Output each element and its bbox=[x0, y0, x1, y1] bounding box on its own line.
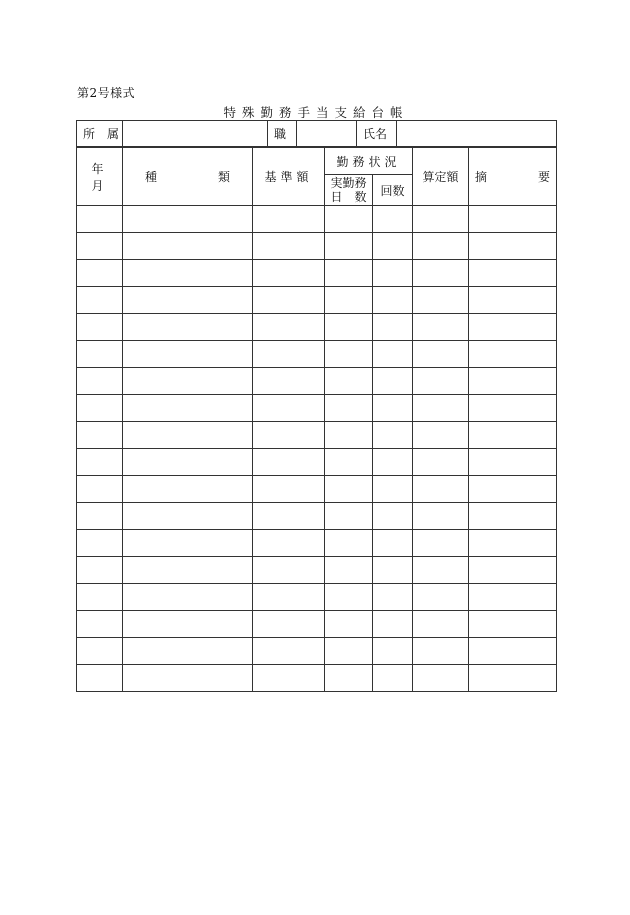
year-month-cell[interactable] bbox=[77, 341, 123, 368]
note-cell[interactable] bbox=[469, 557, 557, 584]
count-cell[interactable] bbox=[373, 476, 413, 503]
work-days-cell[interactable] bbox=[325, 530, 373, 557]
count-cell[interactable] bbox=[373, 368, 413, 395]
base-amount-cell[interactable] bbox=[253, 422, 325, 449]
year-month-cell[interactable] bbox=[77, 422, 123, 449]
ledger-body bbox=[77, 206, 557, 692]
count-cell[interactable] bbox=[373, 287, 413, 314]
work-days-cell[interactable] bbox=[325, 260, 373, 287]
count-cell[interactable] bbox=[373, 449, 413, 476]
calc-amount-cell[interactable] bbox=[413, 206, 469, 233]
year-month-cell[interactable] bbox=[77, 395, 123, 422]
calc-amount-cell[interactable] bbox=[413, 260, 469, 287]
calc-amount-cell[interactable] bbox=[413, 368, 469, 395]
note-cell[interactable] bbox=[469, 206, 557, 233]
count-cell[interactable] bbox=[373, 341, 413, 368]
kind-cell[interactable] bbox=[123, 449, 253, 476]
note-cell[interactable] bbox=[469, 530, 557, 557]
work-days-cell[interactable] bbox=[325, 503, 373, 530]
work-days-cell[interactable] bbox=[325, 341, 373, 368]
note-cell[interactable] bbox=[469, 287, 557, 314]
kind-cell[interactable] bbox=[123, 422, 253, 449]
header-note bbox=[469, 148, 557, 206]
base-amount-cell[interactable] bbox=[253, 476, 325, 503]
header-note-right: 要 bbox=[538, 170, 551, 184]
calc-amount-cell[interactable] bbox=[413, 341, 469, 368]
kind-cell[interactable] bbox=[123, 476, 253, 503]
count-cell[interactable] bbox=[373, 260, 413, 287]
count-cell[interactable] bbox=[373, 314, 413, 341]
form-number: 第2号様式 bbox=[77, 86, 136, 100]
base-amount-cell[interactable] bbox=[253, 260, 325, 287]
base-amount-cell[interactable] bbox=[253, 287, 325, 314]
year-month-cell[interactable] bbox=[77, 314, 123, 341]
year-month-cell[interactable] bbox=[77, 287, 123, 314]
year-month-cell[interactable] bbox=[77, 476, 123, 503]
info-table bbox=[76, 120, 557, 147]
kind-cell[interactable] bbox=[123, 287, 253, 314]
base-amount-cell[interactable] bbox=[253, 233, 325, 260]
calc-amount-cell[interactable] bbox=[413, 557, 469, 584]
calc-amount-cell[interactable] bbox=[413, 233, 469, 260]
kind-cell[interactable] bbox=[123, 368, 253, 395]
year-month-cell[interactable] bbox=[77, 233, 123, 260]
base-amount-cell[interactable] bbox=[253, 503, 325, 530]
year-month-cell[interactable] bbox=[77, 530, 123, 557]
kind-cell[interactable] bbox=[123, 395, 253, 422]
table-row bbox=[77, 368, 557, 395]
year-month-cell[interactable] bbox=[77, 638, 123, 665]
year-month-cell[interactable] bbox=[77, 611, 123, 638]
affiliation-field[interactable] bbox=[123, 121, 268, 147]
header-kind-right: 類 bbox=[217, 170, 230, 184]
note-cell[interactable] bbox=[469, 233, 557, 260]
kind-cell[interactable] bbox=[123, 260, 253, 287]
table-row bbox=[77, 449, 557, 476]
note-cell[interactable] bbox=[469, 449, 557, 476]
position-field[interactable] bbox=[297, 121, 357, 147]
kind-cell[interactable] bbox=[123, 314, 253, 341]
table-row bbox=[77, 665, 557, 692]
calc-amount-cell[interactable] bbox=[413, 665, 469, 692]
year-month-cell[interactable] bbox=[77, 557, 123, 584]
kind-cell[interactable] bbox=[123, 530, 253, 557]
form-title: 特殊勤務手当支給台帳 bbox=[223, 105, 409, 120]
table-row bbox=[77, 395, 557, 422]
base-amount-cell[interactable] bbox=[253, 395, 325, 422]
calc-amount-cell[interactable] bbox=[413, 476, 469, 503]
note-cell[interactable] bbox=[469, 314, 557, 341]
base-amount-cell[interactable] bbox=[253, 341, 325, 368]
note-cell[interactable] bbox=[469, 665, 557, 692]
table-row bbox=[77, 314, 557, 341]
work-days-cell[interactable] bbox=[325, 422, 373, 449]
kind-cell[interactable] bbox=[123, 206, 253, 233]
affiliation-label: 所 属 bbox=[77, 121, 123, 147]
header-work-status: 勤務状況 bbox=[325, 148, 413, 175]
kind-cell[interactable] bbox=[123, 611, 253, 638]
base-amount-cell[interactable] bbox=[253, 665, 325, 692]
kind-cell[interactable] bbox=[123, 665, 253, 692]
table-row bbox=[77, 233, 557, 260]
header-note-left: 摘 bbox=[475, 170, 488, 184]
name-field[interactable] bbox=[397, 121, 557, 147]
note-cell[interactable] bbox=[469, 638, 557, 665]
note-cell[interactable] bbox=[469, 395, 557, 422]
kind-cell[interactable] bbox=[123, 341, 253, 368]
base-amount-cell[interactable] bbox=[253, 557, 325, 584]
work-days-cell[interactable] bbox=[325, 557, 373, 584]
work-days-cell[interactable] bbox=[325, 584, 373, 611]
count-cell[interactable] bbox=[373, 611, 413, 638]
base-amount-cell[interactable] bbox=[253, 206, 325, 233]
year-month-cell[interactable] bbox=[77, 503, 123, 530]
work-days-cell[interactable] bbox=[325, 476, 373, 503]
work-days-cell[interactable] bbox=[325, 368, 373, 395]
note-cell[interactable] bbox=[469, 611, 557, 638]
calc-amount-cell[interactable] bbox=[413, 395, 469, 422]
table-row bbox=[77, 422, 557, 449]
header-kind bbox=[123, 148, 253, 206]
year-month-cell[interactable] bbox=[77, 449, 123, 476]
kind-cell[interactable] bbox=[123, 584, 253, 611]
work-days-cell[interactable] bbox=[325, 395, 373, 422]
header-work-days-line2: 日 数 bbox=[330, 190, 367, 204]
year-month-cell[interactable] bbox=[77, 368, 123, 395]
year-month-cell[interactable] bbox=[77, 206, 123, 233]
calc-amount-cell[interactable] bbox=[413, 611, 469, 638]
table-row bbox=[77, 476, 557, 503]
count-cell[interactable] bbox=[373, 395, 413, 422]
calc-amount-cell[interactable] bbox=[413, 638, 469, 665]
work-days-cell[interactable] bbox=[325, 206, 373, 233]
calc-amount-cell[interactable] bbox=[413, 503, 469, 530]
header-calc-amount: 算定額 bbox=[413, 148, 469, 206]
base-amount-cell[interactable] bbox=[253, 368, 325, 395]
base-amount-cell[interactable] bbox=[253, 611, 325, 638]
note-cell[interactable] bbox=[469, 260, 557, 287]
count-cell[interactable] bbox=[373, 422, 413, 449]
count-cell[interactable] bbox=[373, 584, 413, 611]
note-cell[interactable] bbox=[469, 422, 557, 449]
calc-amount-cell[interactable] bbox=[413, 530, 469, 557]
table-row bbox=[77, 638, 557, 665]
table-row bbox=[77, 206, 557, 233]
count-cell[interactable] bbox=[373, 530, 413, 557]
table-row bbox=[77, 557, 557, 584]
calc-amount-cell[interactable] bbox=[413, 584, 469, 611]
count-cell[interactable] bbox=[373, 206, 413, 233]
calc-amount-cell[interactable] bbox=[413, 287, 469, 314]
table-row bbox=[77, 503, 557, 530]
base-amount-cell[interactable] bbox=[253, 638, 325, 665]
base-amount-cell[interactable] bbox=[253, 584, 325, 611]
position-label: 職 bbox=[268, 121, 297, 147]
table-row bbox=[77, 287, 557, 314]
count-cell[interactable] bbox=[373, 503, 413, 530]
table-row bbox=[77, 611, 557, 638]
header-year-month: 年 月 bbox=[77, 148, 123, 206]
table-row bbox=[77, 260, 557, 287]
work-days-cell[interactable] bbox=[325, 233, 373, 260]
year-month-cell[interactable] bbox=[77, 665, 123, 692]
count-cell[interactable] bbox=[373, 557, 413, 584]
base-amount-cell[interactable] bbox=[253, 530, 325, 557]
note-cell[interactable] bbox=[469, 368, 557, 395]
kind-cell[interactable] bbox=[123, 638, 253, 665]
note-cell[interactable] bbox=[469, 341, 557, 368]
calc-amount-cell[interactable] bbox=[413, 314, 469, 341]
work-days-cell[interactable] bbox=[325, 314, 373, 341]
kind-cell[interactable] bbox=[123, 557, 253, 584]
header-work-days bbox=[325, 175, 373, 206]
name-label: 氏名 bbox=[357, 121, 397, 147]
work-days-cell[interactable] bbox=[325, 611, 373, 638]
calc-amount-cell[interactable] bbox=[413, 449, 469, 476]
year-month-cell[interactable] bbox=[77, 584, 123, 611]
header-base-amount: 基準額 bbox=[253, 148, 325, 206]
year-month-cell[interactable] bbox=[77, 260, 123, 287]
work-days-cell[interactable] bbox=[325, 287, 373, 314]
work-days-cell[interactable] bbox=[325, 665, 373, 692]
calc-amount-cell[interactable] bbox=[413, 422, 469, 449]
header-count: 回数 bbox=[373, 175, 413, 206]
base-amount-cell[interactable] bbox=[253, 314, 325, 341]
note-cell[interactable] bbox=[469, 503, 557, 530]
header-kind-left: 種 bbox=[145, 170, 158, 184]
table-row bbox=[77, 341, 557, 368]
table-row bbox=[77, 530, 557, 557]
count-cell[interactable] bbox=[373, 233, 413, 260]
base-amount-cell[interactable] bbox=[253, 449, 325, 476]
allowance-ledger-table bbox=[76, 147, 557, 692]
kind-cell[interactable] bbox=[123, 503, 253, 530]
note-cell[interactable] bbox=[469, 584, 557, 611]
header-work-days-line1: 実勤務 bbox=[330, 176, 367, 190]
count-cell[interactable] bbox=[373, 665, 413, 692]
note-cell[interactable] bbox=[469, 476, 557, 503]
table-row bbox=[77, 584, 557, 611]
work-days-cell[interactable] bbox=[325, 449, 373, 476]
work-days-cell[interactable] bbox=[325, 638, 373, 665]
kind-cell[interactable] bbox=[123, 233, 253, 260]
count-cell[interactable] bbox=[373, 638, 413, 665]
